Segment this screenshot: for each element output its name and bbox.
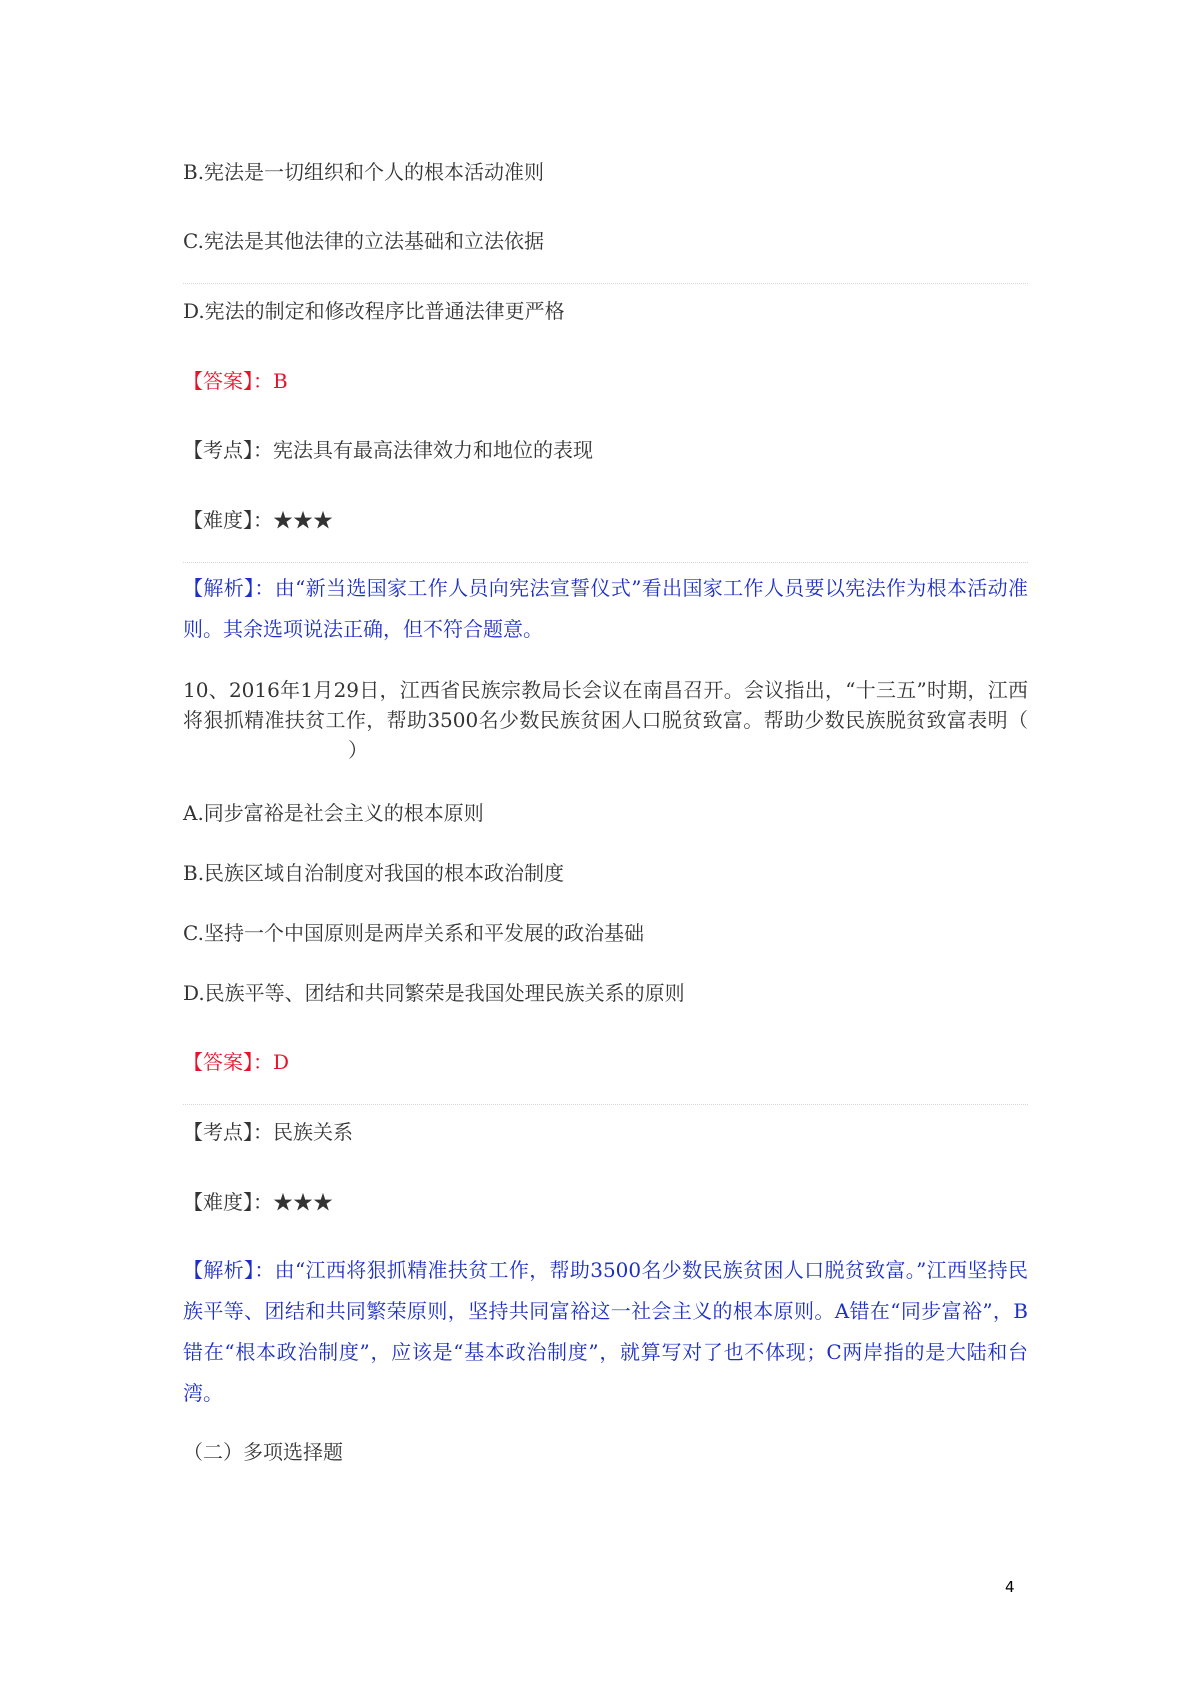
analysis-label: 【解析】： — [183, 576, 275, 600]
divider — [183, 283, 1028, 284]
q10-stem-text: 10、2016年1月29日，江西省民族宗教局长会议在南昌召开。会议指出，“十三五”时期，江西将狠抓精准扶贫工作，帮助3500名少数民族贫困人口脱贫致富。帮助少数民族脱贫致富表明（ — [183, 678, 1028, 732]
divider — [183, 562, 1028, 563]
section-heading: （二）多项选择题 — [183, 1440, 343, 1464]
q10-option-a: A.同步富裕是社会主义的根本原则 — [183, 801, 484, 825]
difficulty-label: 【难度】： — [183, 1190, 273, 1214]
topic-label: 【考点】： — [183, 438, 273, 462]
q9-option-d: D.宪法的制定和修改程序比普通法律更严格 — [183, 299, 565, 323]
q9-answer — [183, 369, 1028, 393]
q10-stem-close: ） — [348, 738, 368, 762]
difficulty-label: 【难度】： — [183, 508, 273, 532]
divider — [183, 1104, 1028, 1105]
page-number: 4 — [1005, 1578, 1015, 1596]
q10-stem — [183, 675, 1028, 765]
topic-value: 宪法具有最高法律效力和地位的表现 — [273, 438, 593, 462]
answer-label: 【答案】： — [183, 369, 273, 393]
difficulty-stars: ★★★ — [273, 1190, 333, 1214]
q9-option-c: C.宪法是其他法律的立法基础和立法依据 — [183, 229, 544, 253]
answer-label: 【答案】： — [183, 1050, 273, 1074]
analysis-text: 由“江西将狠抓精准扶贫工作，帮助3500名少数民族贫困人口脱贫致富。”江西坚持民族平等、团结和共同繁荣原则，坚持共同富裕这一社会主义的根本原则。A错在“同步富裕”，B错在“根本政治制度”，应该是“基本政治制度”，就算写对了也不体现；C两岸指的是大陆和台湾。 — [183, 1258, 1028, 1405]
q10-answer — [183, 1050, 1028, 1074]
answer-value: B — [273, 369, 288, 393]
q10-topic — [183, 1120, 1028, 1144]
q9-difficulty — [183, 508, 1028, 532]
q10-option-d: D.民族平等、团结和共同繁荣是我国处理民族关系的原则 — [183, 981, 685, 1005]
q10-option-b: B.民族区域自治制度对我国的根本政治制度 — [183, 861, 565, 885]
analysis-label: 【解析】： — [183, 1258, 275, 1282]
difficulty-stars: ★★★ — [273, 508, 333, 532]
answer-value: D — [273, 1050, 290, 1074]
analysis-text: 由“新当选国家工作人员向宪法宣誓仪式”看出国家工作人员要以宪法作为根本活动准则。其余选项说法正确，但不符合题意。 — [183, 576, 1028, 641]
q10-difficulty — [183, 1190, 1028, 1214]
q9-topic — [183, 438, 1028, 462]
q9-option-b: B.宪法是一切组织和个人的根本活动准则 — [183, 160, 545, 184]
topic-label: 【考点】： — [183, 1120, 273, 1144]
q9-analysis — [183, 568, 1028, 650]
q10-option-c: C.坚持一个中国原则是两岸关系和平发展的政治基础 — [183, 921, 644, 945]
q10-analysis — [183, 1250, 1028, 1414]
topic-value: 民族关系 — [273, 1120, 353, 1144]
